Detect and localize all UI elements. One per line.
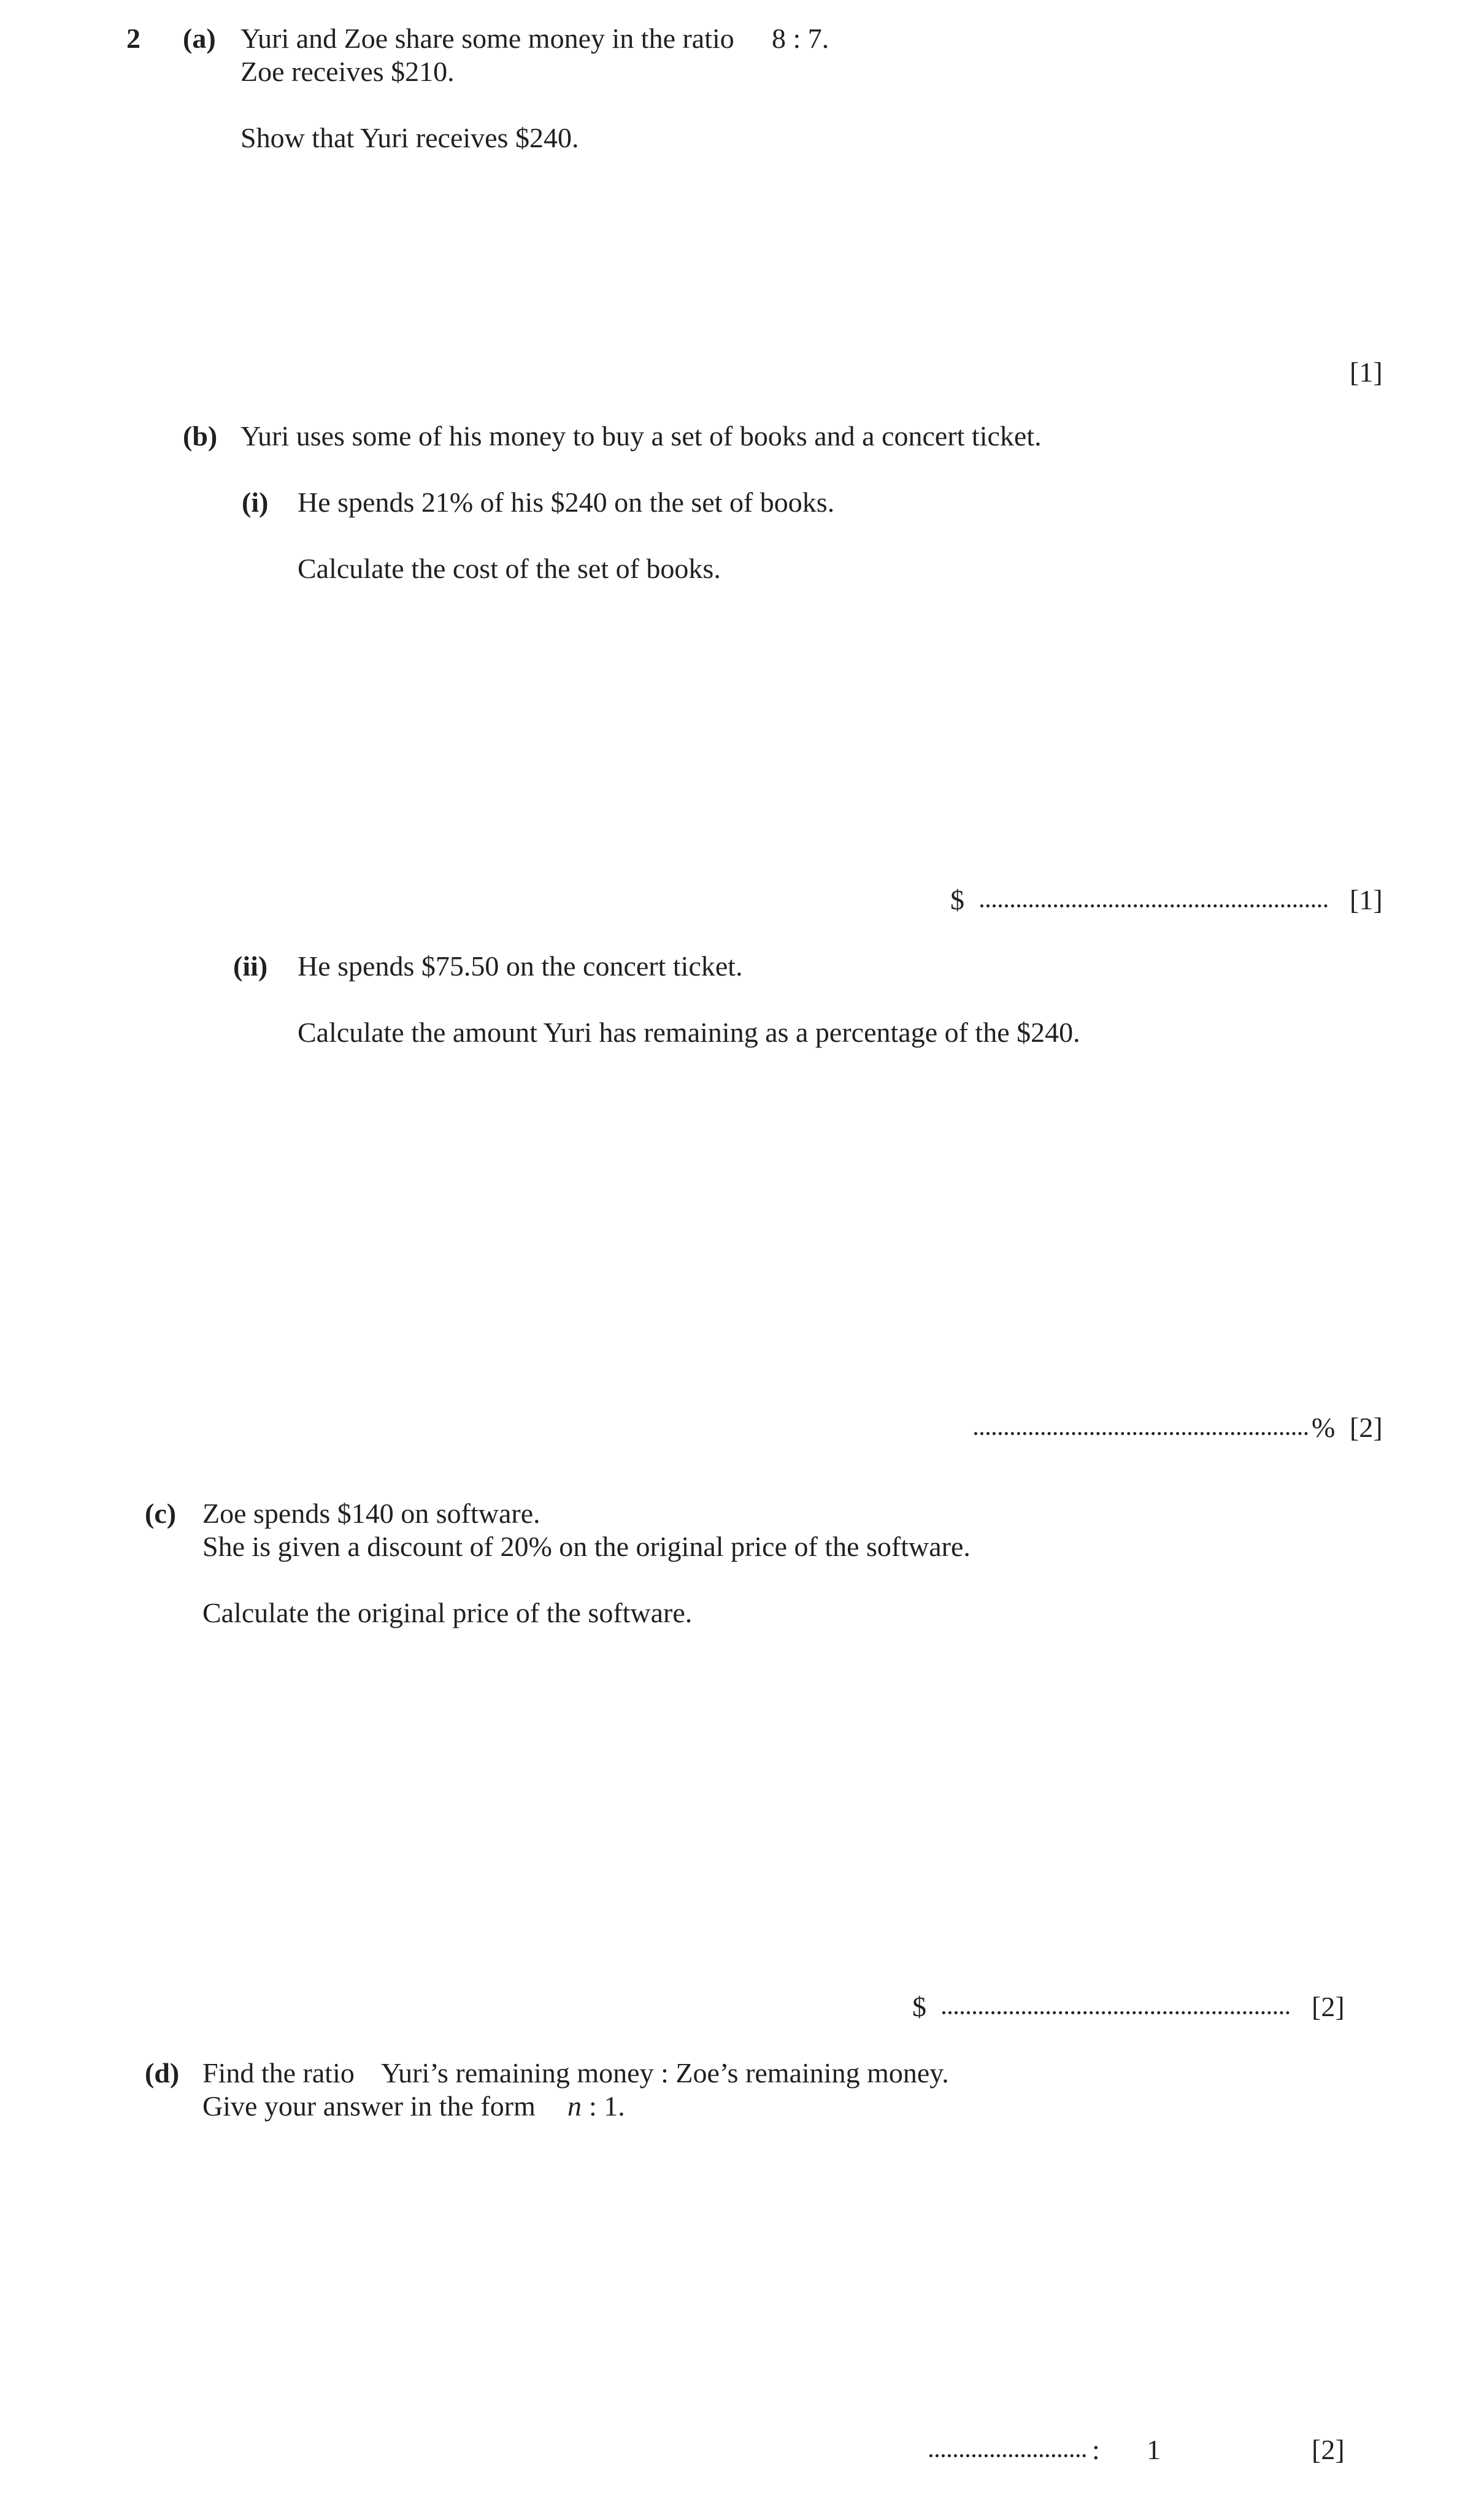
part-b-i-label: (i) xyxy=(242,487,269,518)
part-d-answer-colon: : xyxy=(1092,2434,1100,2465)
part-b-label: (b) xyxy=(183,420,218,452)
part-b-i-answer-line[interactable] xyxy=(980,904,1328,907)
part-b-i-line1: He spends 21% of his $240 on the set of books. xyxy=(298,487,835,518)
part-c-line2: She is given a discount of 20% on the original price of the software. xyxy=(202,1531,971,1562)
part-a-instruction: Show that Yuri receives $240. xyxy=(240,122,579,153)
part-c-answer-line[interactable] xyxy=(942,2011,1290,2014)
part-d-line2-b: : 1. xyxy=(589,2090,625,2122)
part-c-instruction: Calculate the original price of the software. xyxy=(202,1597,693,1628)
part-b-i-marks: [1] xyxy=(1350,884,1383,915)
part-b-ii-answer-line[interactable] xyxy=(974,1432,1308,1435)
part-d-marks: [2] xyxy=(1312,2434,1345,2465)
part-b-ii-instruction: Calculate the amount Yuri has remaining as a percentage of the $240. xyxy=(298,1017,1080,1048)
part-d-line2-a: Give your answer in the form xyxy=(202,2090,536,2122)
part-b-ii-answer-suffix: % xyxy=(1312,1412,1336,1443)
part-b-i-instruction: Calculate the cost of the set of books. xyxy=(298,553,721,584)
part-b-intro: Yuri uses some of his money to buy a set of books and a concert ticket. xyxy=(240,420,1042,452)
part-c-marks: [2] xyxy=(1312,1991,1345,2022)
part-a-line2: Zoe receives $210. xyxy=(240,56,455,87)
part-d-label: (d) xyxy=(145,2057,180,2089)
part-d-line1-a: Find the ratio xyxy=(202,2057,355,2089)
part-d-answer-one: 1 xyxy=(1147,2434,1161,2465)
part-b-ii-line1: He spends $75.50 on the concert ticket. xyxy=(298,950,743,982)
part-c-label: (c) xyxy=(145,1498,177,1529)
part-a-label: (a) xyxy=(183,23,216,54)
question-number: 2 xyxy=(126,23,140,54)
part-d-line2-n: n xyxy=(567,2090,582,2122)
part-a-marks: [1] xyxy=(1350,356,1383,388)
part-c-answer-prefix: $ xyxy=(912,1991,926,2022)
part-b-i-answer-prefix: $ xyxy=(950,884,964,915)
part-b-ii-marks: [2] xyxy=(1350,1412,1383,1443)
part-a-line1: Yuri and Zoe share some money in the ratio xyxy=(240,23,734,54)
part-b-ii-label: (ii) xyxy=(233,950,268,982)
part-d-answer-line[interactable] xyxy=(929,2454,1086,2457)
part-d-line1-b: Yuri’s remaining money : Zoe’s remaining money. xyxy=(381,2057,949,2089)
part-a-ratio: 8 : 7. xyxy=(772,23,829,54)
part-c-line1: Zoe spends $140 on software. xyxy=(202,1498,540,1529)
